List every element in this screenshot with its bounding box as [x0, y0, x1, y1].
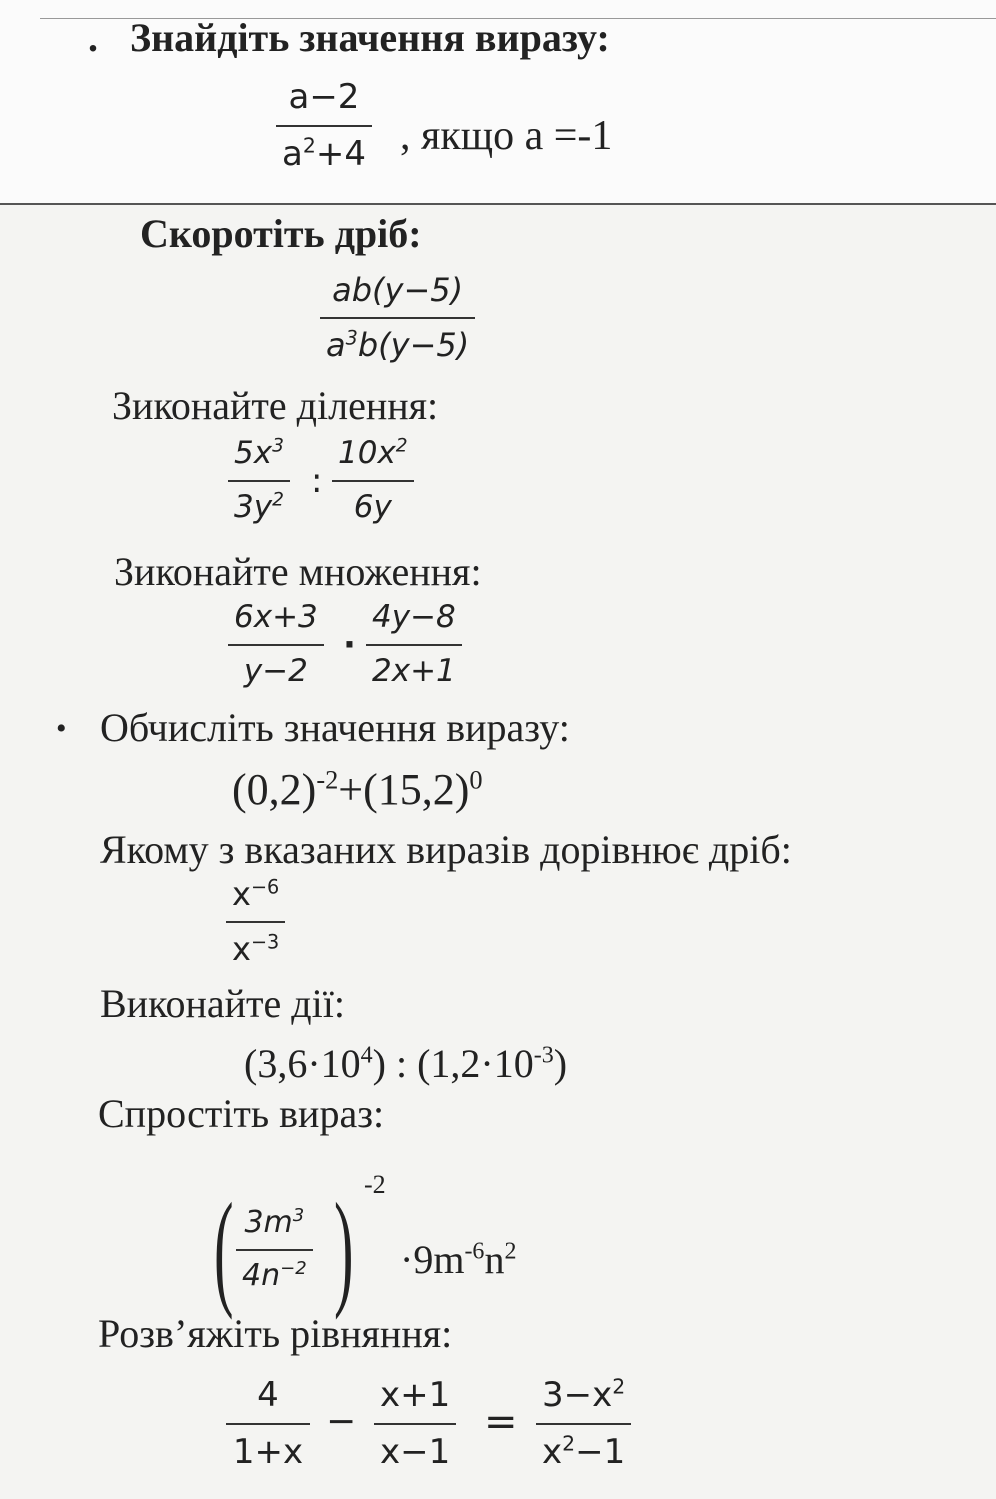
task8-outer-exponent: -2: [364, 1170, 386, 1199]
task6-fraction: [226, 876, 285, 968]
task8-heading: Спростіть вираз:: [98, 1091, 385, 1136]
task8-denominator: $4n^{-2}$: [242, 1257, 307, 1293]
task9-f2-denominator: x−1: [380, 1432, 451, 1473]
task1-heading: Знайдіть значення виразу:: [130, 15, 610, 60]
task8-fraction: [236, 1206, 313, 1293]
task7-heading: Виконайте дії:: [100, 981, 345, 1026]
task5-heading: Обчисліть значення виразу:: [100, 705, 570, 750]
task9-f1-numerator: 4: [257, 1375, 279, 1415]
page-separator: [0, 203, 996, 205]
task3-right-denominator: 6y: [353, 488, 392, 525]
task3-left-fraction: [228, 436, 290, 525]
task1-condition: , якщо a =-1: [400, 113, 613, 159]
task4-right-numerator: 4y−8: [372, 599, 456, 635]
task2-denominator: $a^3b(y-5)$: [326, 325, 470, 364]
task6-denominator: $x^{-3}$: [232, 929, 280, 968]
task8-tail: $\cdot 9m^{-6}n^2$: [400, 1237, 517, 1282]
task4-right-fraction: [366, 600, 462, 689]
task9-f2-numerator: x+1: [380, 1375, 451, 1415]
fraction-bar: [236, 1249, 313, 1251]
equals-operator: =: [484, 1399, 518, 1445]
task6-heading: Якому з вказаних виразів дорівнює дріб:: [100, 827, 792, 872]
task3-heading: Зиконайте ділення:: [112, 383, 439, 428]
fraction-bar: [320, 317, 475, 319]
task1-numerator: a−2: [288, 77, 360, 117]
fraction-bar: [366, 644, 462, 646]
task3-left-numerator: $5x^3$: [234, 435, 284, 471]
fraction-bar: [228, 480, 290, 482]
task6-numerator: $x^{-6}$: [232, 875, 280, 913]
task9-fraction-1: [226, 1376, 310, 1472]
task3-right-numerator: $10x^2$: [338, 435, 408, 471]
fraction-bar: [226, 1423, 310, 1425]
task8-numerator: $3m^3$: [244, 1205, 305, 1240]
task2-fraction: [320, 272, 475, 364]
task1-denominator: $a^2+4$: [282, 133, 366, 175]
task7-expression: $(3,6\cdot 10^4)$ : $(1,2\cdot 10^{-3})$: [244, 1041, 568, 1086]
fraction-bar: [228, 644, 324, 646]
task9-f3-denominator: $x^2-1$: [542, 1431, 626, 1473]
task2-numerator: ab(y−5): [332, 271, 464, 309]
division-operator: :: [311, 461, 323, 501]
fraction-bar: [276, 125, 372, 127]
right-paren: ): [334, 1177, 354, 1321]
task9-f3-numerator: $3-x^2$: [542, 1374, 626, 1415]
task1-marker: .: [88, 15, 98, 60]
fraction-bar: [374, 1423, 456, 1425]
task5-expression: $(0,2)^{-2}+(15,2)^0$: [232, 764, 483, 814]
task2-heading: Скоротіть дріб:: [140, 211, 422, 256]
task4-heading: Зиконайте множення:: [114, 549, 482, 594]
fraction-bar: [226, 921, 285, 923]
multiplication-operator: ·: [343, 625, 356, 665]
task9-fraction-2: [374, 1376, 456, 1472]
minus-operator: −: [326, 1401, 357, 1442]
left-paren: (: [214, 1177, 234, 1321]
task4-left-fraction: [228, 600, 324, 689]
task9-fraction-3: [536, 1376, 631, 1472]
fraction-bar: [536, 1423, 631, 1425]
task9-heading: Розв’яжіть рівняння:: [98, 1311, 453, 1356]
task4-left-numerator: 6x+3: [234, 599, 318, 635]
task1-fraction: [276, 78, 372, 174]
task3-left-denominator: $3y^2$: [234, 488, 284, 525]
task9-f1-denominator: 1+x: [232, 1432, 304, 1473]
fraction-bar: [332, 480, 414, 482]
task4-right-denominator: 2x+1: [372, 652, 456, 689]
task4-left-denominator: y−2: [243, 652, 308, 689]
task5-marker: •: [56, 712, 67, 745]
task3-right-fraction: [332, 436, 414, 525]
